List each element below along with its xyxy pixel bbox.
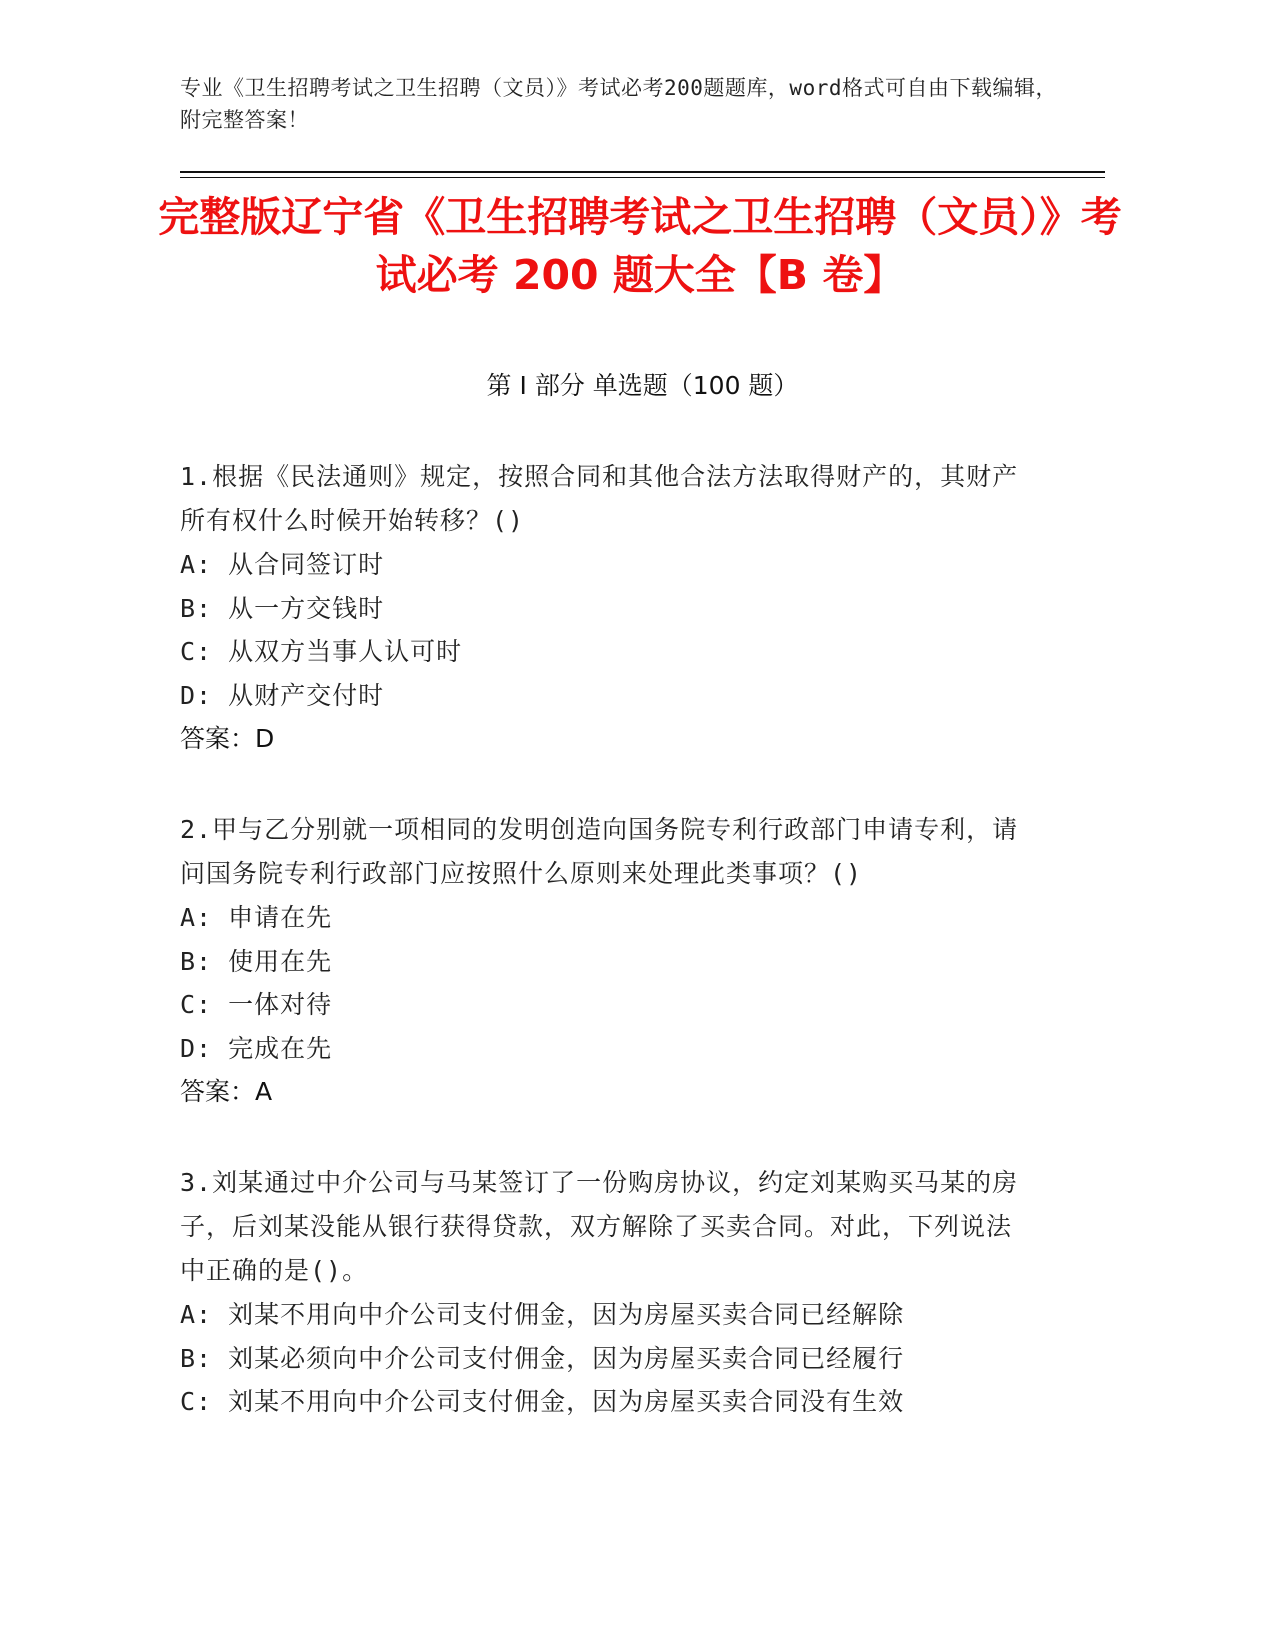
option-a: A: 从合同签订时 bbox=[180, 550, 385, 579]
option-d: D: 从财产交付时 bbox=[180, 680, 385, 710]
option-a: A: 刘某不用向中介公司支付佣金，因为房屋买卖合同已经解除 bbox=[180, 1300, 905, 1329]
question-stem: 3.刘某通过中介公司与马某签订了一份购房协议，约定刘某购买马某的房子，后刘某没能从银行获得贷款，双方解除了买卖合同。对此，下列说法中正确的是()。 bbox=[180, 1168, 1019, 1285]
option-b: B: 从一方交钱时 bbox=[180, 593, 385, 623]
option-c: C: 从双方当事人认可时 bbox=[180, 637, 463, 666]
answer: 答案：D bbox=[180, 724, 275, 753]
option-b: B: 使用在先 bbox=[180, 946, 333, 976]
header-divider-thick bbox=[180, 171, 1105, 173]
question-2 bbox=[180, 808, 1030, 1114]
option-c: C: 一体对待 bbox=[180, 990, 333, 1019]
question-stem: 1.根据《民法通则》规定，按照合同和其他合法方法取得财产的，其财产所有权什么时候开始转移？() bbox=[180, 462, 1019, 535]
option-b: B: 刘某必须向中介公司支付佣金，因为房屋买卖合同已经履行 bbox=[180, 1343, 905, 1373]
section-title: 第 I 部分 单选题（100 题） bbox=[486, 371, 799, 400]
question-list bbox=[180, 455, 1030, 1471]
question-1 bbox=[180, 455, 1030, 761]
option-d: D: 完成在先 bbox=[180, 1033, 333, 1063]
answer: 答案：A bbox=[180, 1077, 273, 1106]
header-divider-thin bbox=[180, 177, 1105, 178]
question-3 bbox=[180, 1161, 1030, 1424]
option-a: A: 申请在先 bbox=[180, 903, 333, 932]
question-stem: 2.甲与乙分别就一项相同的发明创造向国务院专利行政部门申请专利，请问国务院专利行政部门应按照什么原则来处理此类事项？() bbox=[180, 815, 1019, 888]
option-c: C: 刘某不用向中介公司支付佣金，因为房屋买卖合同没有生效 bbox=[180, 1387, 905, 1416]
header-note: 专业《卫生招聘考试之卫生招聘（文员）》考试必考200题题库，word格式可自由下载编辑，附完整答案！ bbox=[180, 76, 1057, 132]
document-title: 完整版辽宁省《卫生招聘考试之卫生招聘（文员）》考试必考 200 题大全【B 卷】 bbox=[158, 193, 1122, 299]
